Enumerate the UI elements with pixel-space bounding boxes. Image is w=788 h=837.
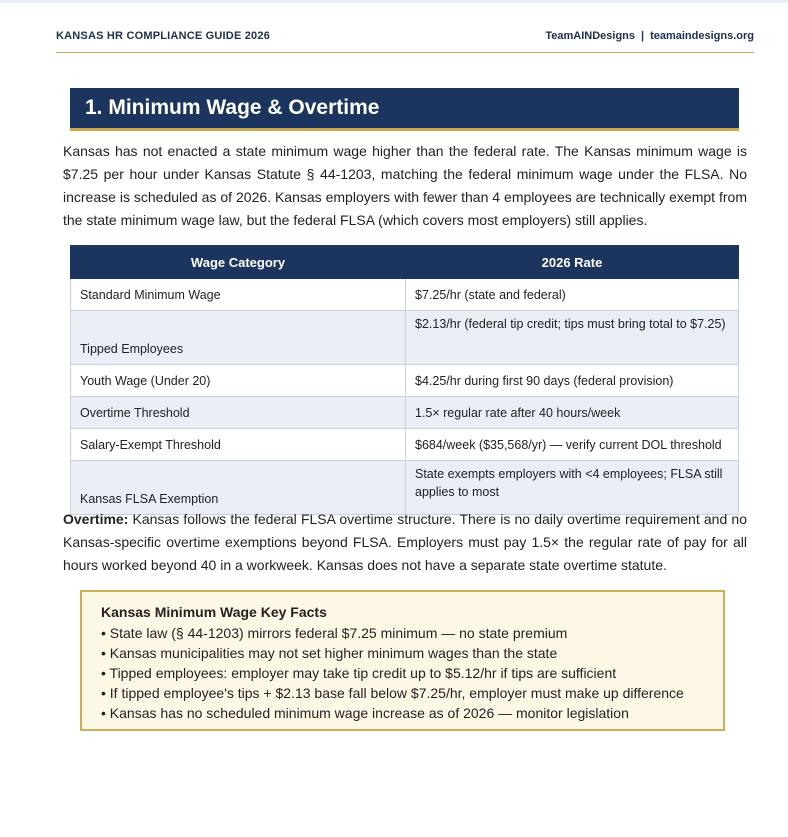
wage-category-cell: Kansas FLSA Exemption (71, 461, 406, 515)
wage-category-cell: Standard Minimum Wage (71, 279, 406, 311)
key-facts-box (80, 590, 725, 731)
overtime-label: Overtime: (63, 511, 129, 527)
list-item: • Kansas has no scheduled minimum wage increase as of 2026 — monitor legislation (101, 705, 629, 721)
header-separator: | (641, 30, 645, 42)
site-link[interactable]: teamaindesigns.org (650, 30, 754, 42)
page-header (56, 30, 754, 53)
header-brand (545, 30, 754, 42)
list-item: • State law (§ 44-1203) mirrors federal $7.25 minimum — no state premium (101, 625, 568, 641)
table-row (71, 397, 739, 429)
wage-category-cell: Tipped Employees (71, 311, 406, 365)
wage-table (70, 245, 739, 515)
table-row (71, 279, 739, 311)
overtime-text: Kansas follows the federal FLSA overtime structure. There is no daily overtime requirement and no Kansas-specific overtime exemptions beyond FLSA. Employers must pay 1.5× the regular rate of pay for all hours worked beyond 40 in a workweek. Kansas does not have a separate state overtime statute. (63, 511, 747, 573)
key-facts-title: Kansas Minimum Wage Key Facts (101, 604, 327, 620)
table-row (71, 461, 739, 515)
wage-rate-cell: $684/week ($35,568/yr) — verify current DOL threshold (406, 429, 739, 461)
wage-rate-cell: 1.5× regular rate after 40 hours/week (406, 397, 739, 429)
wage-rate-cell: State exempts employers with <4 employees; FLSA still applies to most (406, 461, 739, 515)
overtime-paragraph (63, 508, 747, 577)
table-row (71, 365, 739, 397)
wage-category-cell: Overtime Threshold (71, 397, 406, 429)
key-facts-list (101, 623, 716, 723)
list-item: • If tipped employee's tips + $2.13 base fall below $7.25/hr, employer must make up difference (101, 685, 684, 701)
wage-rate-cell: $4.25/hr during first 90 days (federal provision) (406, 365, 739, 397)
table-header-row (71, 246, 739, 279)
column-header: Wage Category (71, 246, 406, 279)
column-header: 2026 Rate (406, 246, 739, 279)
intro-paragraph: Kansas has not enacted a state minimum wage higher than the federal rate. The Kansas minimum wage is $7.25 per hour under Kansas Statute § 44-1203, matching the federal minimum wage under the FLSA. No increase is scheduled as of 2026. Kansas employers with fewer than 4 employees are technically exempt from the state minimum wage law, but the federal FLSA (which covers most employers) still applies. (63, 143, 747, 228)
wage-rate-cell: $2.13/hr (federal tip credit; tips must bring total to $7.25) (406, 311, 739, 365)
wage-category-cell: Salary-Exempt Threshold (71, 429, 406, 461)
guide-title: KANSAS HR COMPLIANCE GUIDE 2026 (56, 30, 271, 42)
section-title: 1. Minimum Wage & Overtime (85, 96, 380, 119)
section-title-bar (70, 88, 739, 131)
table-row (71, 311, 739, 365)
list-item: • Tipped employees: employer may take tip credit up to $5.12/hr if tips are sufficient (101, 665, 617, 681)
wage-category-cell: Youth Wage (Under 20) (71, 365, 406, 397)
table-row (71, 429, 739, 461)
brand-name: TeamAINDesigns (545, 30, 635, 42)
wage-rate-cell: $7.25/hr (state and federal) (406, 279, 739, 311)
top-strip (0, 0, 788, 3)
list-item: • Kansas municipalities may not set higher minimum wages than the state (101, 645, 558, 661)
